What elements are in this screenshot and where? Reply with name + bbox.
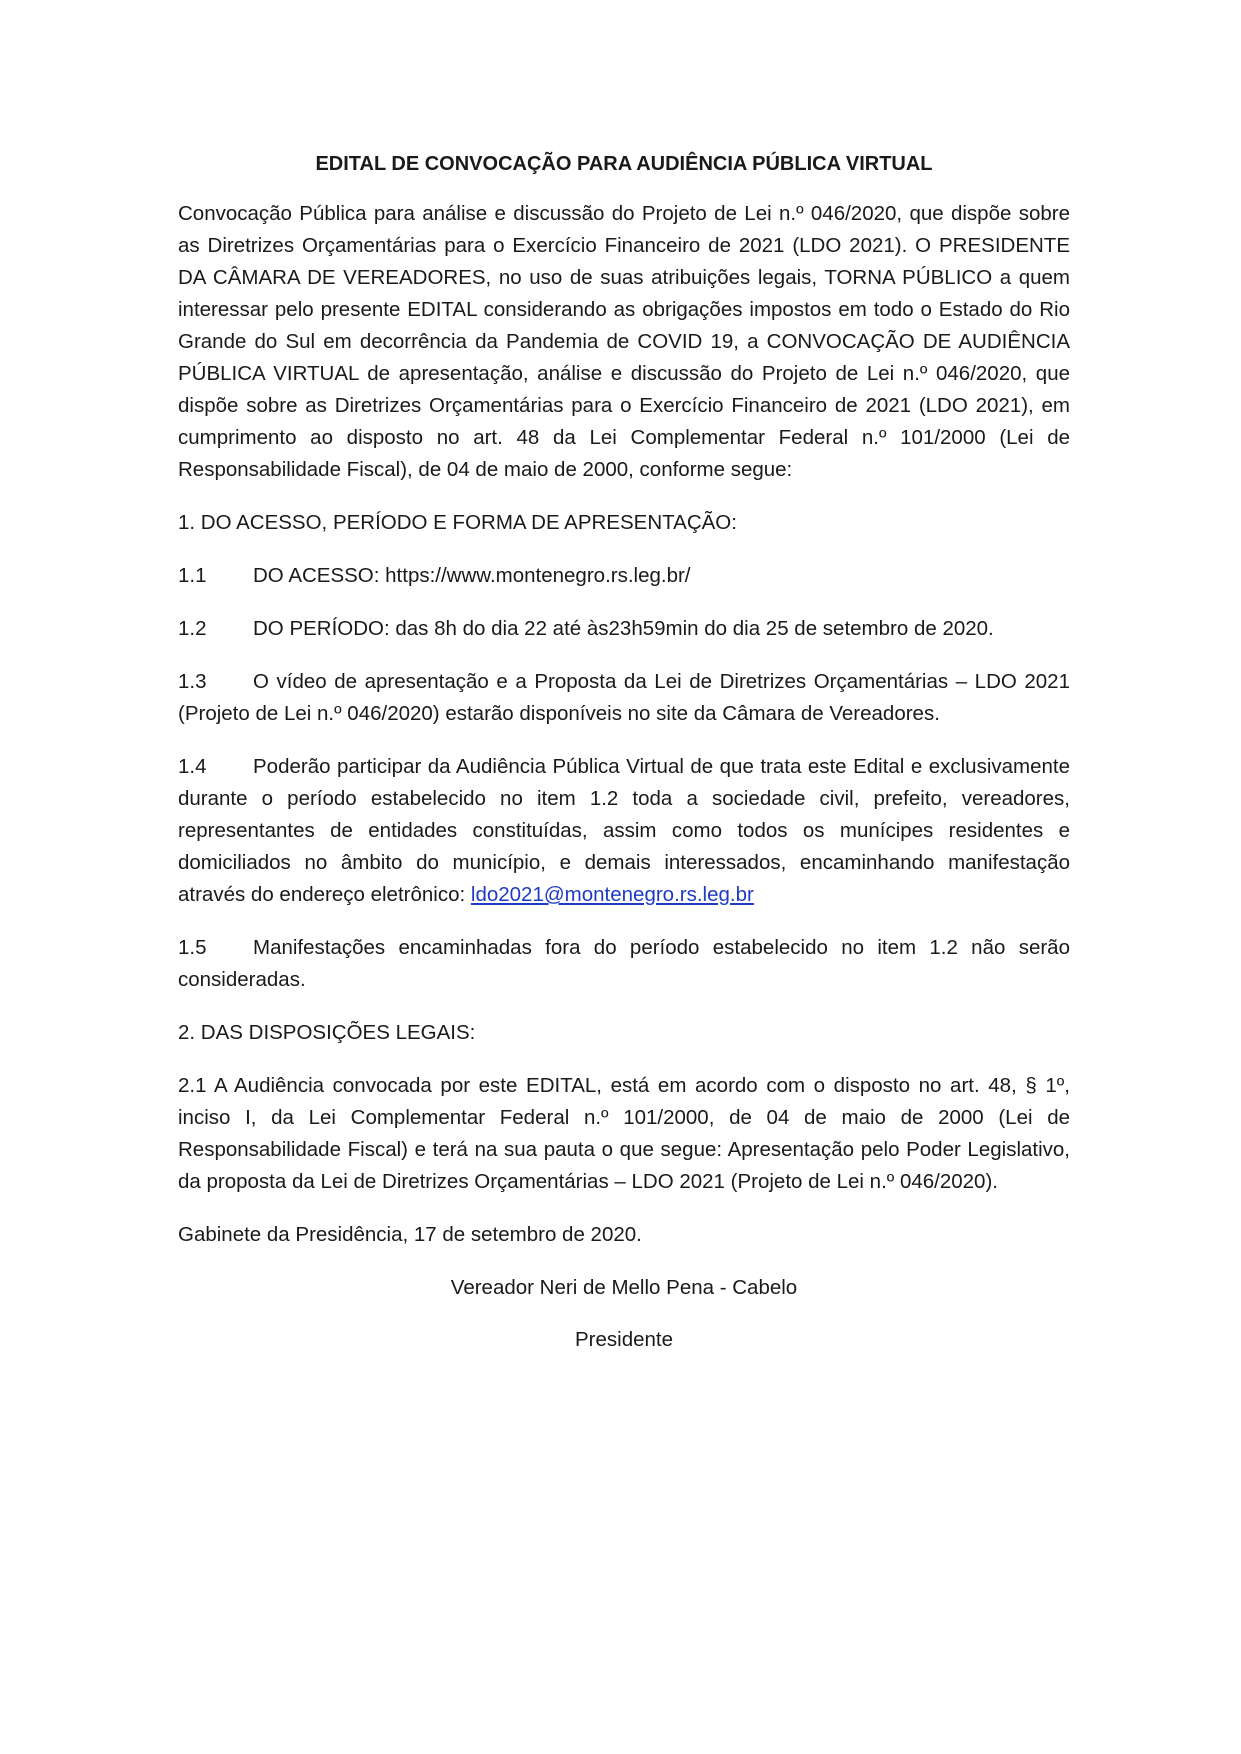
item-1-2 <box>178 613 1070 645</box>
item-1-3 <box>178 666 1070 730</box>
intro-paragraph: Convocação Pública para análise e discussão do Projeto de Lei n.º 046/2020, que dispõe sobre as Diretrizes Orçamentárias para o Exercício Financeiro de 2021 (LDO 2021). O PRESIDENTE DA CÂMARA DE VEREADORES, no uso de suas atribuições legais, TORNA PÚBLICO a quem interessar pelo presente EDITAL considerando as obrigações impostos em todo o Estado do Rio Grande do Sul em decorrência da Pandemia de COVID 19, a CONVOCAÇÃO DE AUDIÊNCIA PÚBLICA VIRTUAL de apresentação, análise e discussão do Projeto de Lei n.º 046/2020, que dispõe sobre as Diretrizes Orçamentárias para o Exercício Financeiro de 2021 (LDO 2021), em cumprimento ao disposto no art. 48 da Lei Complementar Federal n.º 101/2000 (Lei de Responsabilidade Fiscal), de 04 de maio de 2000, conforme segue: <box>178 202 1070 481</box>
document-title: EDITAL DE CONVOCAÇÃO PARA AUDIÊNCIA PÚBLICA VIRTUAL <box>315 153 933 175</box>
item-number: 1.1 <box>178 564 207 587</box>
section-2-heading: 2. DAS DISPOSIÇÕES LEGAIS: <box>178 1021 476 1044</box>
item-number: 1.3 <box>178 670 207 693</box>
item-text: O vídeo de apresentação e a Proposta da Lei de Diretrizes Orçamentárias – LDO 2021 (Projeto de Lei n.º 046/2020) estarão disponíveis no site da Câmara de Vereadores. <box>178 670 1070 725</box>
item-number: 1.4 <box>178 755 207 778</box>
item-1-1 <box>178 560 1070 592</box>
section-1-heading: 1. DO ACESSO, PERÍODO E FORMA DE APRESENTAÇÃO: <box>178 511 737 534</box>
item-text: DO PERÍODO: das 8h do dia 22 até às23h59min do dia 25 de setembro de 2020. <box>253 617 994 640</box>
document-body <box>178 148 1070 1377</box>
item-number: 1.5 <box>178 936 207 959</box>
item-number: 1.2 <box>178 617 207 640</box>
item-1-5 <box>178 932 1070 996</box>
closing-line: Gabinete da Presidência, 17 de setembro de 2020. <box>178 1223 642 1246</box>
item-1-4 <box>178 751 1070 911</box>
item-text: Manifestações encaminhadas fora do período estabelecido no item 1.2 não serão consideradas. <box>178 936 1070 991</box>
email-link[interactable]: ldo2021@montenegro.rs.leg.br <box>470 883 754 906</box>
item-2-1: 2.1 A Audiência convocada por este EDITAL, está em acordo com o disposto no art. 48, § 1º, inciso I, da Lei Complementar Federal n.º 101/2000, de 04 de maio de 2000 (Lei de Responsabilidade Fiscal) e terá na sua pauta o que segue: Apresentação pelo Poder Legislativo, da proposta da Lei de Diretrizes Orçamentárias – LDO 2021 (Projeto de Lei n.º 046/2020). <box>178 1074 1070 1193</box>
signature-role: Presidente <box>574 1328 673 1351</box>
item-text: Poderão participar da Audiência Pública Virtual de que trata este Edital e exclusivamente durante o período estabelecido no item 1.2 toda a sociedade civil, prefeito, vereadores, representantes de entidades constituídas, assim como todos os munícipes residentes e domiciliados no âmbito do município, e demais interessados, encaminhando manifestação através do endereço eletrônico: <box>178 755 1070 906</box>
signature-name: Vereador Neri de Mello Pena - Cabelo <box>450 1276 798 1299</box>
item-text: DO ACESSO: https://www.montenegro.rs.leg.br/ <box>253 564 691 587</box>
